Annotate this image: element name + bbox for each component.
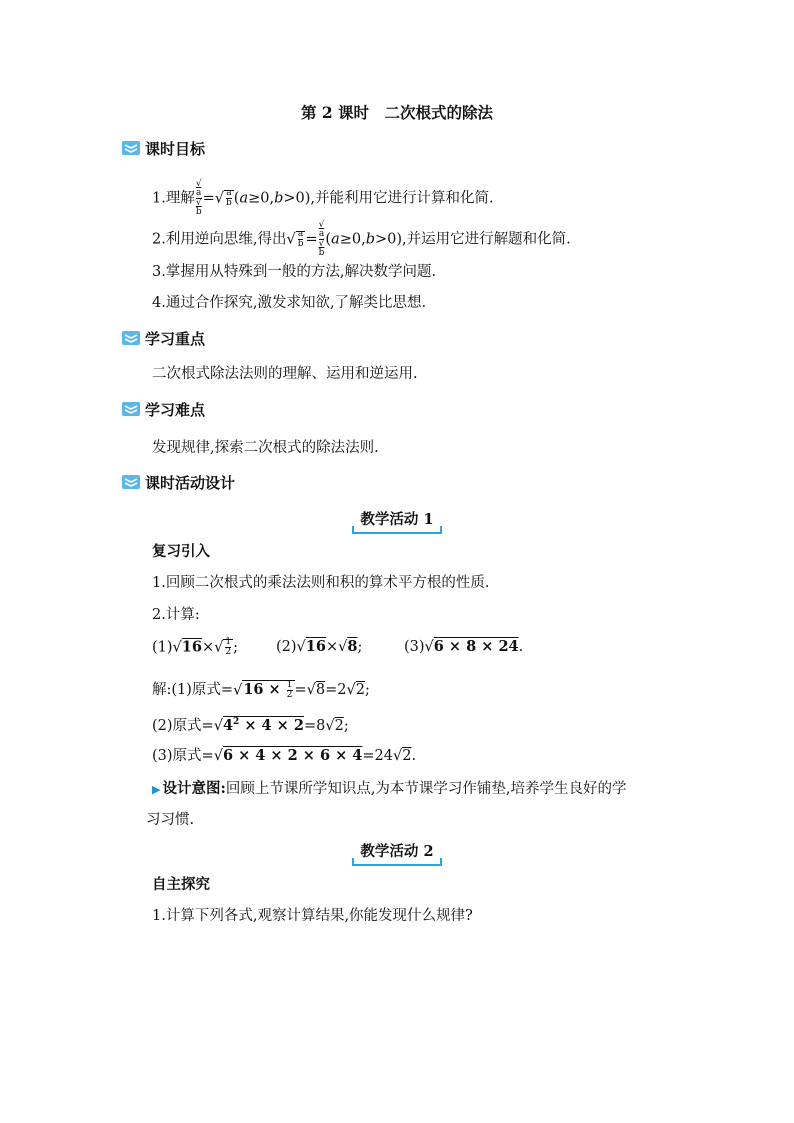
book-icon bbox=[121, 329, 141, 347]
design-intent-1 bbox=[152, 777, 627, 798]
activity-label: 教学活动 1 bbox=[352, 506, 441, 534]
book-icon bbox=[121, 400, 141, 418]
activity-1-banner bbox=[0, 506, 794, 534]
section-key-points bbox=[121, 327, 205, 349]
solution-3: (3)原式=√6 × 4 × 2 × 6 × 4=24√2. bbox=[152, 747, 417, 764]
key-point-text: 二次根式除法法则的理解、运用和逆运用. bbox=[152, 366, 418, 382]
book-icon bbox=[121, 139, 141, 157]
design-intent-2: 习习惯. bbox=[146, 812, 195, 828]
objective-4: 4.通过合作探究,激发求知欲,了解类比思想. bbox=[152, 295, 427, 311]
page-title: 第 2 课时 二次根式的除法 bbox=[300, 103, 494, 122]
activity-1-q2: 2.计算: bbox=[152, 607, 200, 623]
design-text: 回顾上节课所学知识点,为本节课学习作铺垫,培养学生良好的学 bbox=[225, 781, 627, 797]
section-label: 学习重点 bbox=[145, 329, 206, 348]
problem-2: (2)√16×√8; bbox=[276, 638, 363, 655]
objective-2: 2.利用逆向思维,得出√ $\frac{a}{b}$ = √ a √ b (a≥0,b>0),并运用它进行解题和化简. bbox=[152, 220, 571, 258]
section-label: 课时目标 bbox=[145, 139, 206, 158]
activity-2-heading: 自主探究 bbox=[152, 876, 210, 893]
section-design bbox=[121, 471, 235, 493]
objective-1: 1.理解 √ a √ b =√ $\frac{a}{b}$ (a≥0,b>0),并能利用它进行计算和化简. bbox=[152, 179, 494, 217]
activity-1-q1: 1.回顾二次根式的乘法法则和积的算术平方根的性质. bbox=[152, 575, 490, 591]
objective-3: 3.掌握用从特殊到一般的方法,解决数学问题. bbox=[152, 264, 437, 280]
difficulty-text: 发现规律,探索二次根式的除法法则. bbox=[152, 440, 379, 456]
solution-2: (2)原式$=√4^2 \times 4 \times 2=8√2$; bbox=[152, 717, 349, 734]
book-icon bbox=[121, 473, 141, 491]
section-objectives bbox=[121, 137, 205, 159]
activity-2-banner bbox=[0, 838, 794, 866]
section-label: 课时活动设计 bbox=[145, 473, 236, 492]
activity-2-q1: 1.计算下列各式,观察计算结果,你能发现什么规律? bbox=[152, 908, 473, 924]
activity-1-heading: 复习引入 bbox=[152, 543, 210, 560]
solution-1: 解:(1)原式=√16 × $\frac{1}{2}$ =√8=2√2; bbox=[152, 679, 370, 700]
design-label: 设计意图: bbox=[162, 780, 226, 797]
triangle-right-icon: ▶ bbox=[152, 783, 161, 796]
section-label: 学习难点 bbox=[145, 400, 206, 419]
problem-3: (3)√6 × 8 × 24. bbox=[404, 638, 524, 655]
problem-1: (1)√16×√ $\frac{1}{2}$ ; bbox=[152, 637, 238, 657]
section-difficulties bbox=[121, 398, 205, 420]
activity-label: 教学活动 2 bbox=[352, 838, 441, 866]
